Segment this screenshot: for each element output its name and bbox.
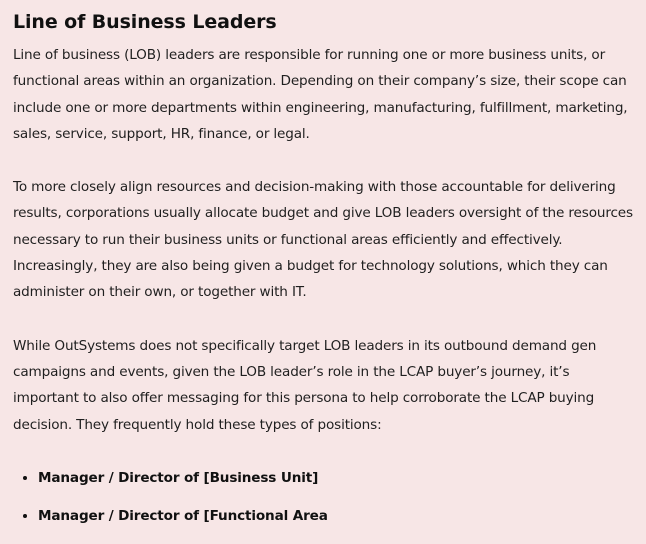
- list-item: • Manager / Director of [Business Unit]: [38, 465, 633, 491]
- intro-paragraph: Line of business (LOB) leaders are responsible for running one or more business units, or functional areas within an organization. Depending on their company’s size, their scope can include one or more departments within engineering, manufacturing, fulfillment, marketing, sales, service, support, HR, finance, or legal.: [13, 47, 628, 142]
- list-item: • Manager / Director of [Functional Area: [38, 503, 633, 529]
- budget-paragraph: To more closely align resources and decision-making with those accountable for delivering results, corporations usually allocate budget and give LOB leaders oversight of the resources necessary to run their business units or functional areas efficiently and effectively. Increasingly, they are also being given a budget for technology solutions, which they can administer on their own, or together with IT.: [13, 179, 633, 301]
- positions-list: [13, 465, 633, 529]
- messaging-paragraph: While OutSystems does not specifically target LOB leaders in its outbound demand gen campaigns and events, given the LOB leader’s role in the LCAP buyer’s journey, it’s important to also offer messaging for this persona to help corroborate the LCAP buying decision. They frequently hold these types of positions:: [13, 337, 597, 433]
- section-title: Line of Business Leaders: [13, 11, 277, 33]
